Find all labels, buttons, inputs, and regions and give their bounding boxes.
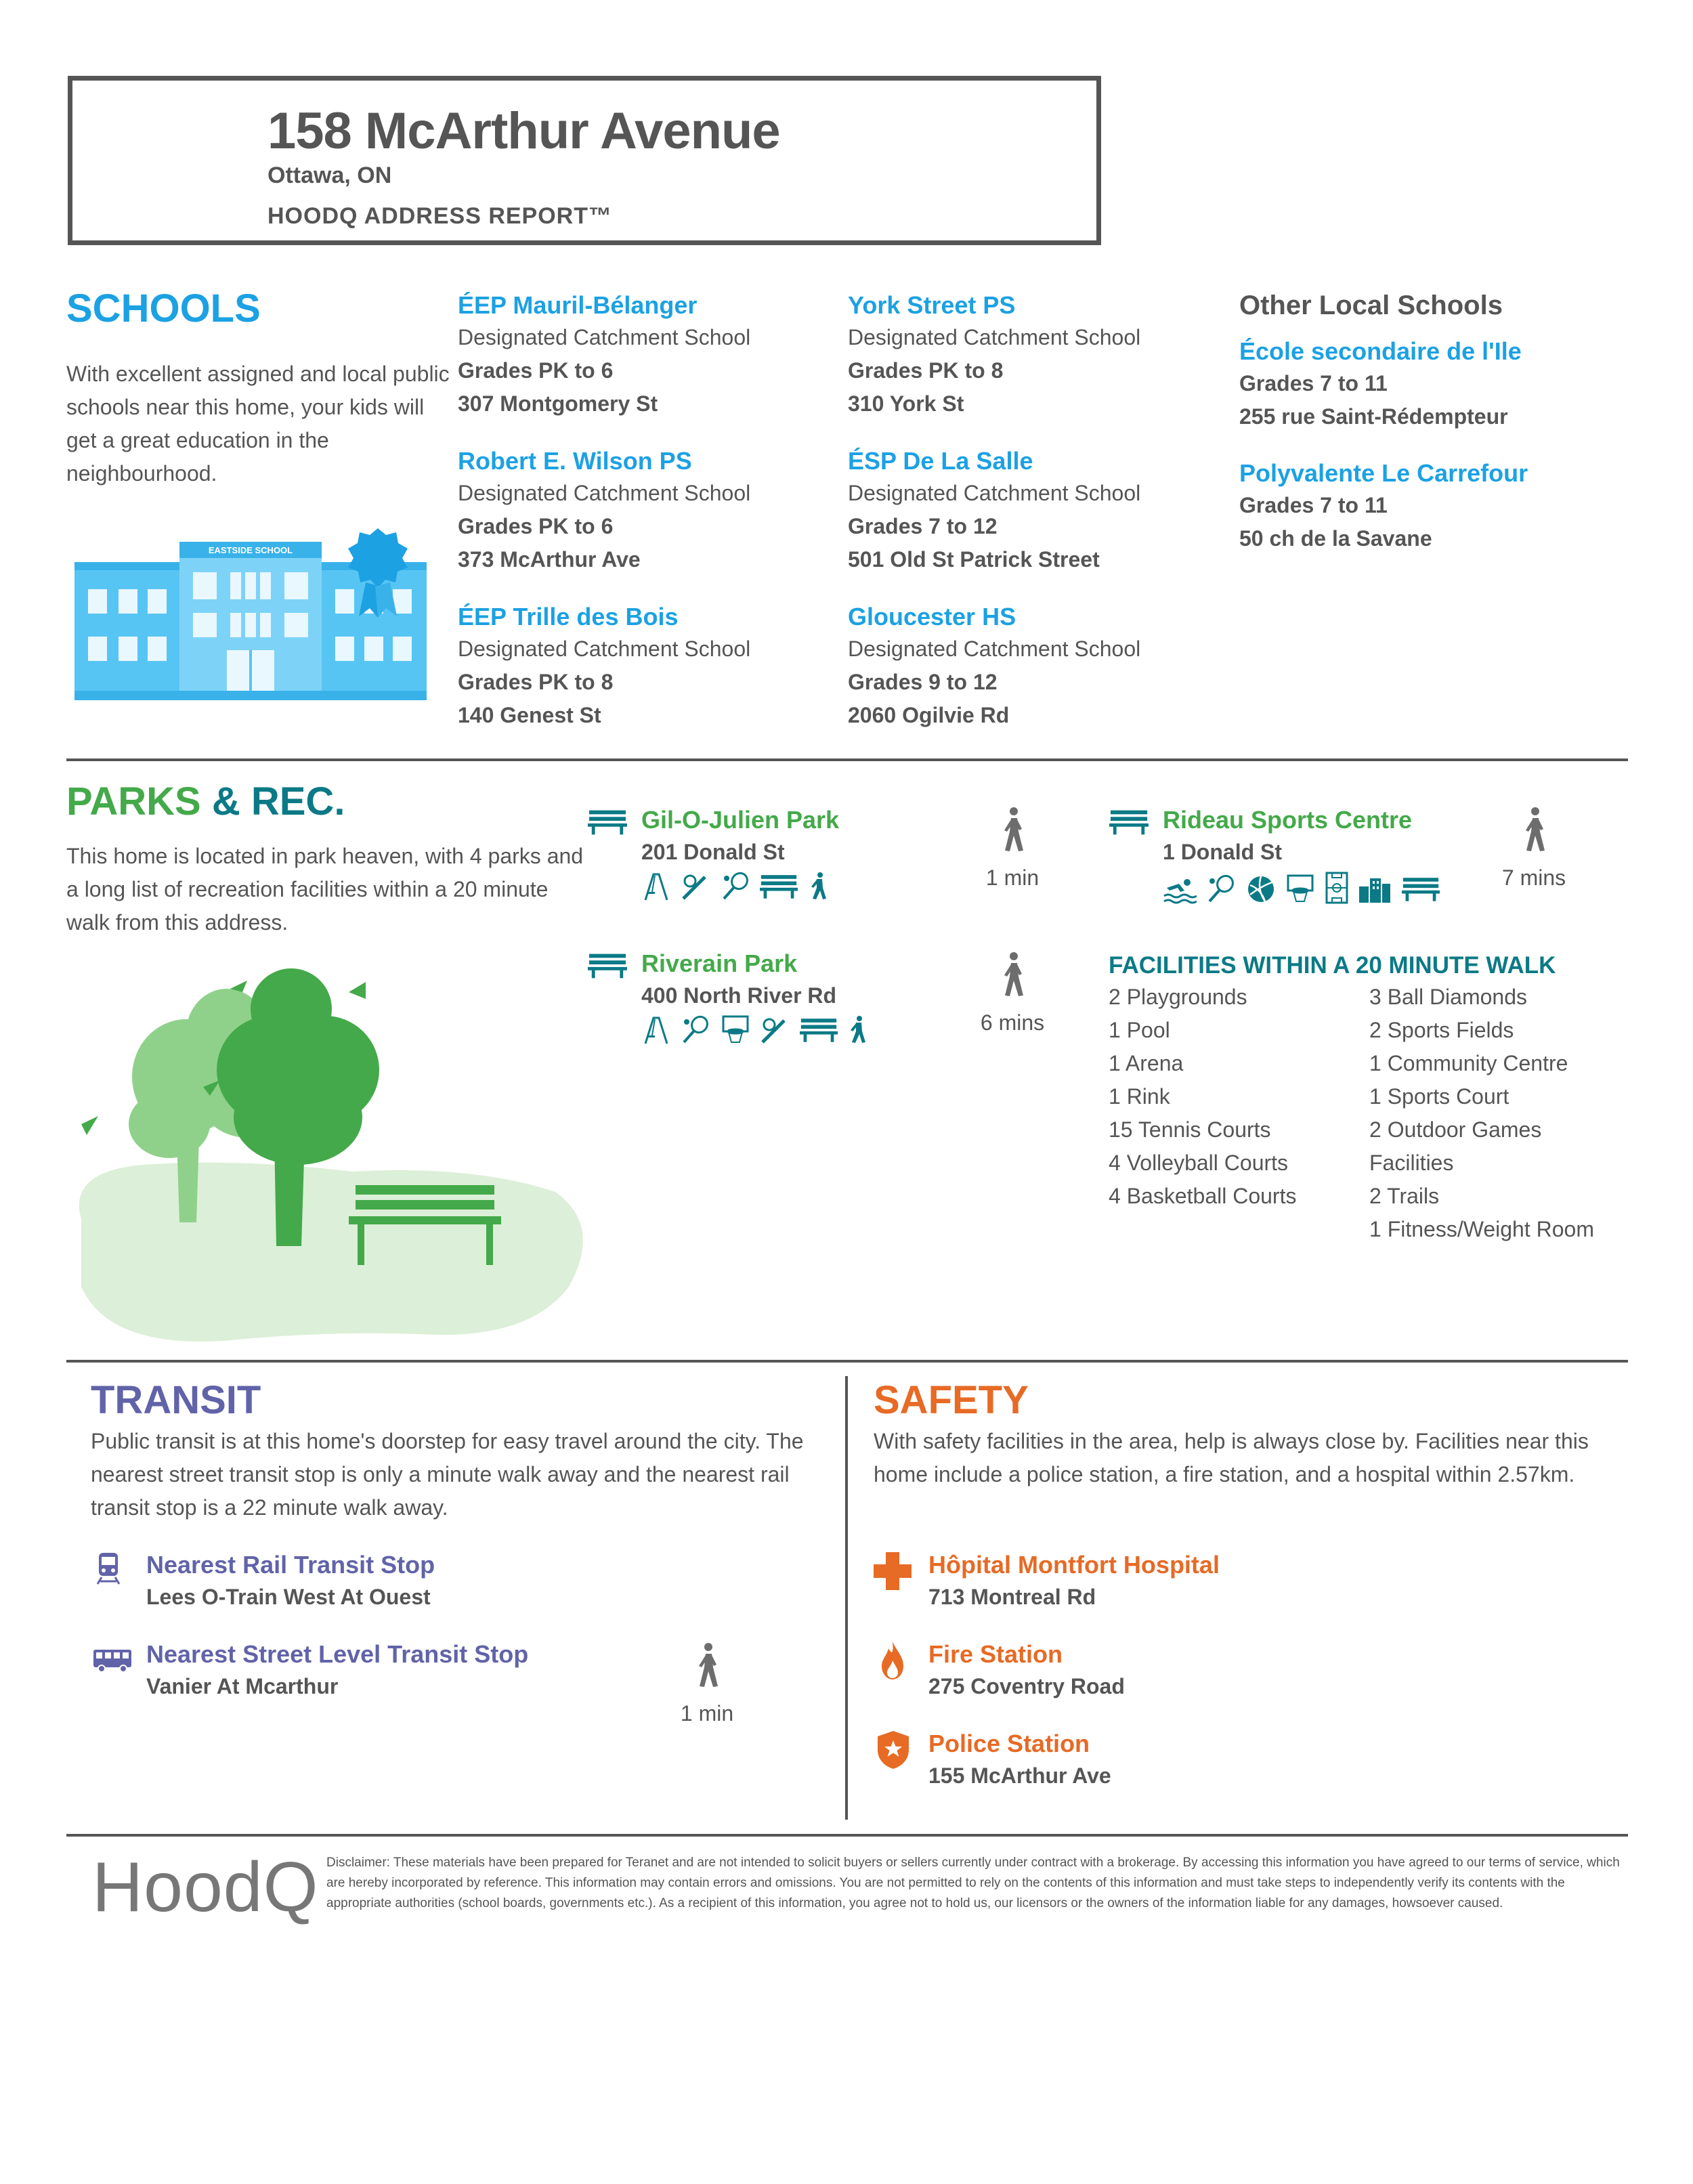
facility-item: 4 Basketball Courts — [1109, 1184, 1297, 1208]
parks-title-a: PARKS — [66, 779, 201, 823]
divider — [66, 1360, 1628, 1363]
school-address: 255 rue Saint-Rédempteur — [1239, 404, 1508, 429]
facilities-column-2 — [1369, 981, 1594, 1246]
bench-icon — [588, 809, 627, 836]
park-amenity-icons — [1163, 872, 1446, 907]
walk-time: 6 mins — [980, 1010, 1045, 1035]
safety-title: SAFETY — [874, 1378, 1029, 1422]
report-title: HOODQ ADDRESS REPORT™ — [267, 203, 613, 229]
police-shield-icon — [878, 1731, 909, 1769]
school-type: Designated Catchment School — [458, 481, 751, 505]
facility-item: 2 Sports Fields — [1369, 1018, 1514, 1042]
fire-station-card[interactable] — [928, 1639, 1125, 1703]
facility-item: 1 Sports Court — [1369, 1084, 1509, 1109]
park-name[interactable]: Rideau Sports Centre — [1163, 806, 1413, 834]
schools-title: SCHOOLS — [66, 286, 261, 330]
park-amenity-icons — [641, 872, 839, 905]
hoodq-logo: HoodQ — [92, 1848, 319, 1927]
school-name[interactable]: Robert E. Wilson PS — [458, 447, 692, 475]
facility-item: 4 Volleyball Courts — [1109, 1151, 1289, 1175]
walk-time: 1 min — [985, 865, 1040, 890]
park-amenity-icons — [641, 1015, 874, 1048]
disclaimer: Disclaimer: These materials have been prepared for Teranet and are not intended to solicit buyers or sellers currently under contract with a brokerage. By accessing this information you have agreed to our terms of service, which are hereby incorporated by reference. This information may contain errors and omissions. You are not permitted to rely on the contents of this information and must take steps to independently verify its contents with the appropriate authorities (school boards, governments etc.). As a recipient of this information, you agree not to hold us, our licensors or the owners of the information liable for any damages, howsoever caused. — [326, 1856, 1620, 1910]
park-card-3[interactable] — [1163, 805, 1446, 907]
facility-item: 1 Arena — [1109, 1051, 1184, 1075]
facility-item: 3 Ball Diamonds — [1369, 985, 1527, 1009]
walk-icon — [999, 951, 1026, 998]
walk-icon — [693, 1642, 721, 1689]
school-name[interactable]: Polyvalente Le Carrefour — [1239, 459, 1528, 487]
other-school-card-1[interactable] — [1239, 336, 1522, 433]
address-city: Ottawa, ON — [267, 163, 392, 188]
facility-item: 1 Fitness/Weight Room — [1369, 1217, 1594, 1241]
school-address: 373 McArthur Ave — [458, 547, 641, 572]
school-card-3[interactable] — [458, 601, 750, 732]
school-type: Designated Catchment School — [848, 481, 1141, 505]
school-building-illustration — [74, 528, 427, 704]
street-stop-card[interactable] — [146, 1639, 528, 1703]
other-schools-title: Other Local Schools — [1239, 291, 1503, 320]
hospital-address: 713 Montreal Rd — [928, 1585, 1096, 1609]
vertical-divider — [845, 1376, 848, 1820]
sports-field-icon — [1325, 872, 1348, 904]
fire-icon — [880, 1640, 905, 1681]
bus-icon — [92, 1647, 133, 1674]
park-address: 1 Donald St — [1163, 840, 1283, 864]
park-card-2[interactable] — [641, 948, 874, 1048]
facility-item: 2 Playgrounds — [1109, 985, 1247, 1009]
baseball-icon — [760, 1015, 790, 1045]
community-centre-icon — [1358, 874, 1392, 904]
school-card-2[interactable] — [458, 446, 750, 576]
park-name[interactable]: Gil-O-Julien Park — [641, 806, 840, 834]
school-card-6[interactable] — [848, 601, 1140, 732]
transit-description: Public transit is at this home's doorstep for easy travel around the city. The nearest street transit stop is only a minute walk away and the nearest rail transit stop is a 22 minute walk away. — [91, 1429, 804, 1520]
facility-item: 1 Rink — [1109, 1084, 1170, 1109]
hospital-name[interactable]: Hôpital Montfort Hospital — [928, 1551, 1220, 1579]
school-name[interactable]: ÉEP Mauril-Bélanger — [458, 291, 698, 319]
basketball-icon — [721, 1015, 750, 1045]
school-grades: Grades PK to 8 — [848, 358, 1004, 383]
park-illustration — [68, 962, 589, 1354]
park-address: 201 Donald St — [641, 840, 785, 864]
outdoor-games-icon — [1402, 874, 1440, 904]
school-type: Designated Catchment School — [848, 325, 1141, 349]
police-station-address: 155 McArthur Ave — [928, 1763, 1111, 1788]
fire-station-name[interactable]: Fire Station — [928, 1640, 1063, 1668]
rail-stop-card[interactable] — [146, 1549, 435, 1614]
park-card-1[interactable] — [641, 805, 839, 905]
facility-item: Facilities — [1369, 1151, 1454, 1175]
park-address: 400 North River Rd — [641, 983, 837, 1008]
parks-description: This home is located in park heaven, with 4 parks and a long list of recreation facilities within a 20 minute walk from this address. — [66, 844, 584, 935]
facility-item: 2 Outdoor Games — [1369, 1117, 1542, 1142]
tennis-icon — [721, 872, 750, 901]
volleyball-icon — [1246, 874, 1276, 904]
school-name[interactable]: Gloucester HS — [848, 603, 1016, 630]
police-station-name[interactable]: Police Station — [928, 1730, 1090, 1757]
school-address: 501 Old St Patrick Street — [848, 547, 1100, 572]
bench-icon — [588, 952, 627, 979]
address-title: 158 McArthur Avenue — [267, 102, 780, 160]
school-type: Designated Catchment School — [458, 325, 751, 349]
school-address: 50 ch de la Savane — [1239, 526, 1432, 551]
school-address: 307 Montgomery St — [458, 391, 658, 416]
walk-time: 1 min — [680, 1701, 734, 1726]
parks-title — [66, 779, 345, 824]
divider — [66, 758, 1628, 761]
school-sign: EASTSIDE SCHOOL — [208, 545, 293, 555]
tennis-icon — [1206, 874, 1236, 904]
school-card-1[interactable] — [458, 290, 750, 421]
rail-stop-label[interactable]: Nearest Rail Transit Stop — [146, 1551, 435, 1579]
other-school-card-2[interactable] — [1239, 458, 1528, 555]
playground-icon — [641, 872, 671, 901]
school-type: Designated Catchment School — [458, 637, 751, 661]
basketball-icon — [1285, 874, 1315, 904]
fire-station-address: 275 Coventry Road — [928, 1674, 1125, 1698]
school-grades: Grades PK to 6 — [458, 358, 614, 383]
walk-time: 7 mins — [1501, 865, 1566, 890]
facilities-column-1 — [1109, 981, 1296, 1213]
street-stop-name: Vanier At Mcarthur — [146, 1674, 339, 1698]
school-address: 140 Genest St — [458, 703, 601, 727]
playground-icon — [641, 1015, 671, 1045]
school-card-5[interactable] — [848, 446, 1140, 576]
divider — [66, 1834, 1628, 1837]
walk-icon — [999, 806, 1026, 853]
transit-title: TRANSIT — [91, 1378, 261, 1422]
hospital-cross-icon — [874, 1552, 912, 1590]
train-icon — [95, 1551, 122, 1586]
school-grades: Grades PK to 8 — [458, 670, 614, 694]
school-grades: Grades 9 to 12 — [848, 670, 998, 694]
bench-icon — [1109, 809, 1149, 836]
street-stop-label[interactable]: Nearest Street Level Transit Stop — [146, 1640, 529, 1668]
school-name[interactable]: York Street PS — [848, 291, 1016, 319]
school-grades: Grades 7 to 11 — [1239, 371, 1388, 395]
park-name[interactable]: Riverain Park — [641, 949, 798, 977]
tennis-icon — [681, 1015, 710, 1045]
facility-item: 2 Trails — [1369, 1184, 1440, 1208]
facility-item: 1 Pool — [1109, 1018, 1170, 1042]
facilities-title: FACILITIES WITHIN A 20 MINUTE WALK — [1109, 952, 1556, 979]
school-name[interactable]: ÉEP Trille des Bois — [458, 603, 679, 630]
facility-item: 15 Tennis Courts — [1109, 1117, 1271, 1142]
police-station-card[interactable] — [928, 1728, 1111, 1793]
hospital-card[interactable] — [928, 1549, 1220, 1614]
school-address: 310 York St — [848, 391, 964, 416]
outdoor-games-icon — [760, 872, 798, 901]
school-grades: Grades 7 to 12 — [848, 514, 998, 538]
schools-description: With excellent assigned and local public schools near this home, your kids will get a great education in the neighbourhood. — [66, 362, 450, 486]
pool-icon — [1163, 874, 1197, 904]
school-card-4[interactable] — [848, 290, 1140, 421]
walk-icon — [1520, 806, 1547, 853]
school-type: Designated Catchment School — [848, 637, 1141, 661]
school-name[interactable]: ÉSP De La Salle — [848, 447, 1033, 475]
baseball-icon — [681, 872, 710, 901]
facility-item: 1 Community Centre — [1369, 1051, 1568, 1075]
safety-description: With safety facilities in the area, help is always close by. Facilities near this home include a police station, a fire station, and a hospital within 2.57km. — [874, 1429, 1589, 1486]
school-address: 2060 Ogilvie Rd — [848, 703, 1010, 727]
other-schools — [1239, 290, 1503, 321]
trail-icon — [847, 1015, 867, 1045]
trail-icon — [808, 872, 828, 901]
school-name[interactable]: École secondaire de l'Ile — [1239, 337, 1522, 365]
school-grades: Grades 7 to 11 — [1239, 493, 1388, 517]
parks-title-b: & REC. — [211, 779, 345, 823]
school-grades: Grades PK to 6 — [458, 514, 614, 538]
outdoor-games-icon — [800, 1015, 838, 1045]
rail-stop-name: Lees O-Train West At Ouest — [146, 1585, 431, 1609]
